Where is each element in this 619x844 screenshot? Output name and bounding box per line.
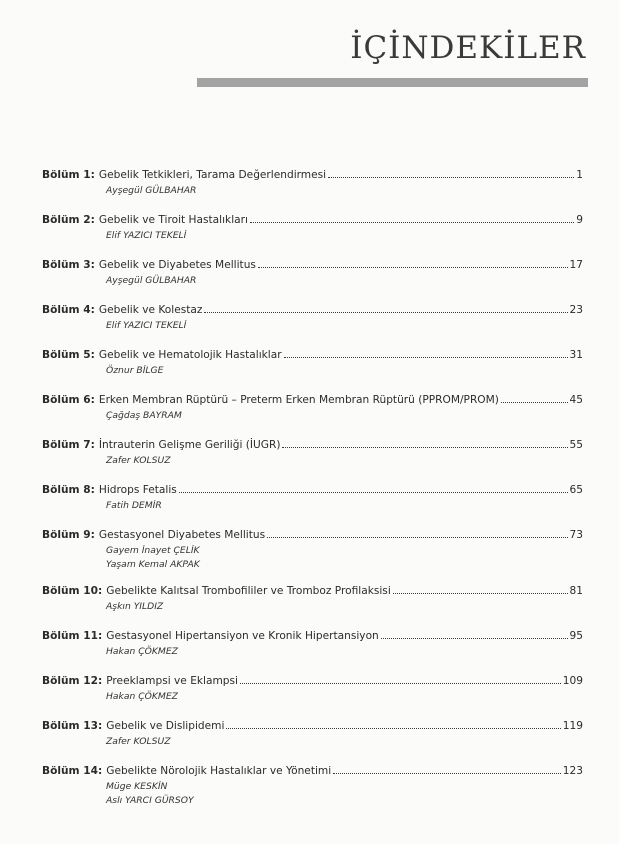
toc-entry-line xyxy=(42,168,583,182)
chapter-author: Hakan ÇÖKMEZ xyxy=(106,691,178,702)
page-number: 119 xyxy=(562,720,583,732)
page-number: 45 xyxy=(569,394,583,406)
table-of-contents xyxy=(42,168,583,820)
toc-entry-line xyxy=(42,213,583,227)
chapter-author: Zafer KOLSUZ xyxy=(106,455,171,466)
page-title: İÇİNDEKİLER xyxy=(350,30,586,66)
toc-entry[interactable] xyxy=(42,438,583,468)
page-number: 109 xyxy=(562,675,583,687)
chapter-author: Fatih DEMİR xyxy=(106,500,162,511)
chapter-author: Zafer KOLSUZ xyxy=(106,736,171,747)
page-number: 95 xyxy=(569,630,583,642)
chapter-author: Müge KESKİN xyxy=(106,781,168,792)
chapter-number: Bölüm 12: xyxy=(42,675,103,687)
toc-entry[interactable] xyxy=(42,168,583,198)
page-number: 31 xyxy=(569,349,583,361)
dot-leader xyxy=(250,222,574,223)
toc-entry-line xyxy=(42,528,583,542)
chapter-number: Bölüm 9: xyxy=(42,529,95,541)
toc-entry-line xyxy=(42,719,583,733)
chapter-title: Gebelik ve Kolestaz xyxy=(98,304,203,316)
chapter-title: İntrauterin Gelişme Geriliği (İUGR) xyxy=(98,439,281,451)
chapter-number: Bölüm 8: xyxy=(42,484,95,496)
toc-entry-line xyxy=(42,438,583,452)
chapter-author: Elif YAZICI TEKELİ xyxy=(106,320,187,331)
chapter-author: Öznur BİLGE xyxy=(106,365,164,376)
chapter-number: Bölüm 14: xyxy=(42,765,103,777)
page-number: 23 xyxy=(569,304,583,316)
page-number: 123 xyxy=(562,765,583,777)
toc-entry[interactable] xyxy=(42,393,583,423)
dot-leader xyxy=(267,537,567,538)
toc-entry[interactable] xyxy=(42,629,583,659)
chapter-title: Hidrops Fetalis xyxy=(98,484,177,496)
page-number: 55 xyxy=(569,439,583,451)
chapter-title: Gebelik ve Dislipidemi xyxy=(106,720,225,732)
chapter-title: Gebelikte Nörolojik Hastalıklar ve Yönetimi xyxy=(106,765,332,777)
toc-entry-line xyxy=(42,584,583,598)
chapter-number: Bölüm 3: xyxy=(42,259,95,271)
chapter-number: Bölüm 2: xyxy=(42,214,95,226)
dot-leader xyxy=(179,492,568,493)
chapter-number: Bölüm 13: xyxy=(42,720,103,732)
chapter-title: Gestasyonel Diyabetes Mellitus xyxy=(98,529,266,541)
chapter-title: Gestasyonel Hipertansiyon ve Kronik Hipertansiyon xyxy=(106,630,379,642)
chapter-author: Gayem İnayet ÇELİK xyxy=(106,545,200,556)
toc-entry-line xyxy=(42,393,583,407)
dot-leader xyxy=(282,447,567,448)
chapter-author: Aşkın YILDIZ xyxy=(106,601,164,612)
page-number: 1 xyxy=(576,169,583,181)
chapter-number: Bölüm 10: xyxy=(42,585,103,597)
dot-leader xyxy=(258,267,568,268)
toc-entry[interactable] xyxy=(42,719,583,749)
toc-entry[interactable] xyxy=(42,303,583,333)
toc-entry[interactable] xyxy=(42,674,583,704)
chapter-title: Gebelik Tetkikleri, Tarama Değerlendirmesi xyxy=(98,169,327,181)
chapter-title: Gebelikte Kalıtsal Trombofililer ve Tromboz Profilaksisi xyxy=(106,585,391,597)
chapter-title: Erken Membran Rüptürü – Preterm Erken Membran Rüptürü (PPROM/PROM) xyxy=(98,394,499,406)
toc-entry-line xyxy=(42,629,583,643)
chapter-number: Bölüm 11: xyxy=(42,630,103,642)
dot-leader xyxy=(328,177,574,178)
dot-leader xyxy=(501,402,568,403)
chapter-author: Ayşegül GÜLBAHAR xyxy=(106,275,197,286)
toc-entry[interactable] xyxy=(42,584,583,614)
page-number: 65 xyxy=(569,484,583,496)
dot-leader xyxy=(284,357,568,358)
chapter-title: Gebelik ve Diyabetes Mellitus xyxy=(98,259,256,271)
toc-entry-line xyxy=(42,674,583,688)
chapter-title: Gebelik ve Tiroit Hastalıkları xyxy=(98,214,248,226)
chapter-title: Preeklampsi ve Eklampsi xyxy=(106,675,238,687)
page-number: 9 xyxy=(576,214,583,226)
toc-entry[interactable] xyxy=(42,483,583,513)
chapter-author: Çağdaş BAYRAM xyxy=(106,410,182,421)
dot-leader xyxy=(226,728,560,729)
dot-leader xyxy=(333,773,561,774)
toc-entry[interactable] xyxy=(42,528,583,572)
chapter-number: Bölüm 5: xyxy=(42,349,95,361)
toc-entry-line xyxy=(42,348,583,362)
page-number: 81 xyxy=(569,585,583,597)
toc-entry[interactable] xyxy=(42,258,583,288)
toc-entry[interactable] xyxy=(42,764,583,808)
toc-entry[interactable] xyxy=(42,348,583,378)
toc-entry-line xyxy=(42,303,583,317)
dot-leader xyxy=(240,683,561,684)
chapter-number: Bölüm 4: xyxy=(42,304,95,316)
chapter-number: Bölüm 7: xyxy=(42,439,95,451)
dot-leader xyxy=(204,312,567,313)
chapter-number: Bölüm 1: xyxy=(42,169,95,181)
chapter-author: Hakan ÇÖKMEZ xyxy=(106,646,178,657)
toc-entry-line xyxy=(42,764,583,778)
chapter-author: Aslı YARCI GÜRSOY xyxy=(106,795,194,806)
chapter-title: Gebelik ve Hematolojik Hastalıklar xyxy=(98,349,282,361)
dot-leader xyxy=(381,638,568,639)
chapter-number: Bölüm 6: xyxy=(42,394,95,406)
title-underline-bar xyxy=(197,78,588,87)
page-number: 17 xyxy=(569,259,583,271)
chapter-author: Elif YAZICI TEKELİ xyxy=(106,230,187,241)
toc-entry-line xyxy=(42,483,583,497)
page-number: 73 xyxy=(569,529,583,541)
toc-entry[interactable] xyxy=(42,213,583,243)
chapter-author: Ayşegül GÜLBAHAR xyxy=(106,185,197,196)
dot-leader xyxy=(393,593,568,594)
chapter-author: Yaşam Kemal AKPAK xyxy=(106,559,200,570)
toc-entry-line xyxy=(42,258,583,272)
